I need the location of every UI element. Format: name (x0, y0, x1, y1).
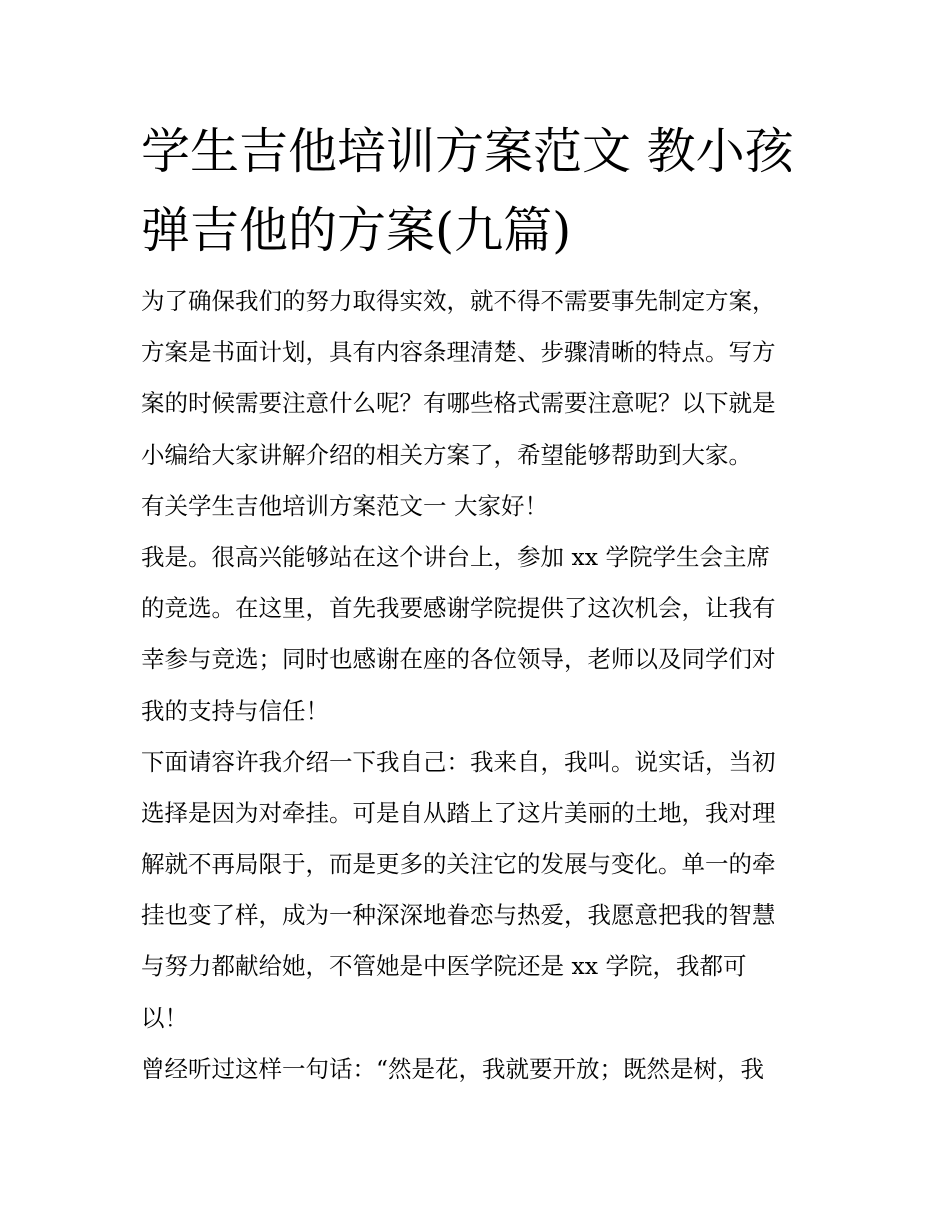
section-heading-line: 有关学生吉他培训方案范文一 大家好！ (141, 491, 548, 520)
paragraph-line: 我的支持与信任！ (141, 696, 329, 725)
paragraph-line: 幸参与竞选；同时也感谢在座的各位领导，老师以及同学们对 (141, 645, 776, 674)
paragraph-line: 为了确保我们的努力取得实效，就不得不需要事先制定方案， (141, 287, 776, 315)
document-body (141, 276, 821, 1095)
paragraph-line: 挂也变了样，成为一种深深地眷恋与热爱，我愿意把我的智慧 (141, 901, 776, 930)
paragraph-line: 的竞选。在这里，首先我要感谢学院提供了这次机会，让我有 (141, 594, 776, 623)
document-title (141, 112, 841, 270)
paragraph-line: 解就不再局限于，而是更多的关注它的发展与变化。单一的牵 (141, 850, 776, 879)
paragraph-line: 小编给大家讲解介绍的相关方案了，希望能够帮助到大家。 (141, 440, 752, 469)
title-line: 学生吉他培训方案范文 教小孩 (141, 123, 794, 180)
paragraph-line: 选择是因为对牵挂。可是自从踏上了这片美丽的土地，我对理 (141, 798, 776, 827)
paragraph-line: 以！ (141, 1003, 188, 1032)
paragraph-line: 方案是书面计划，具有内容条理清楚、步骤清晰的特点。写方 (141, 338, 776, 367)
paragraph-line: 与努力都献给她，不管她是中医学院还是 xx 学院，我都可 (141, 952, 747, 981)
paragraph-line: 曾经听过这样一句话：“然是花，我就要开放；既然是树，我 (141, 1054, 765, 1083)
paragraph-line: 下面请容许我介绍一下我自己：我来自，我叫。说实话，当初 (141, 747, 776, 776)
title-line: 弹吉他的方案(九篇) (141, 202, 572, 259)
paragraph-line: 案的时候需要注意什么呢？有哪些格式需要注意呢？以下就是 (141, 389, 776, 418)
paragraph-line: 我是。很高兴能够站在这个讲台上，参加 xx 学院学生会主席 (141, 542, 770, 571)
